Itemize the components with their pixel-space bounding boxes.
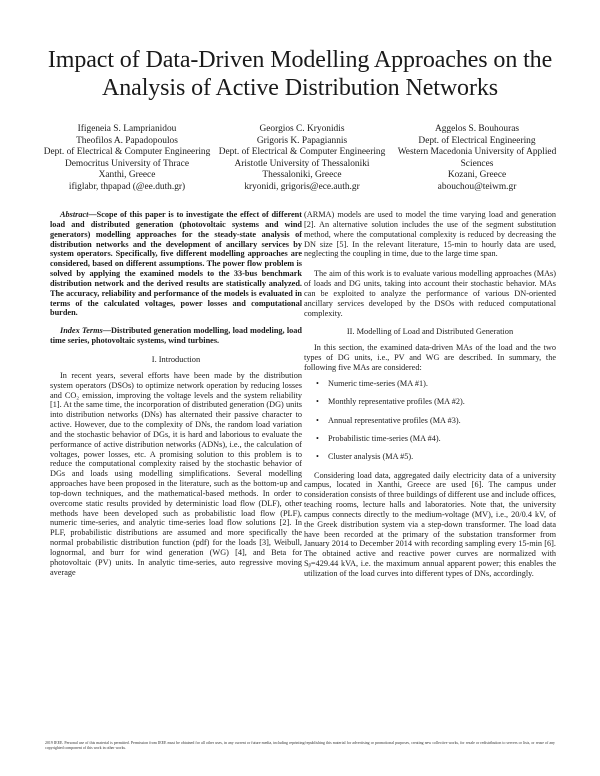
author-affiliation: Dept. of Electrical & Computer Engineering Aristotle University of Thessaloniki Thessaloniki, Greece (218, 147, 386, 180)
author-email: kryonidi, grigoris@ece.auth.gr (244, 181, 360, 192)
author-names: Ifigeneia S. Lamprianidou Theofilos A. Papadopoulos (76, 124, 178, 146)
intro-paragraph-2: The aim of this work is to evaluate various modelling approaches (MAs) of loads and DG units, taking into account their stochastic behavior. MAs can be exploited to analyze the performance of various DN-oriented ancillary services developed by the DSOs with reduced computational complexity. (304, 269, 556, 318)
intro-paragraph-1-continued: (ARMA) models are used to model the time varying load and generation [2]. An alternative solution includes the use of the segment substitution method, where the computational complexity is reduced by decreasing the DN size [5]. In the relevant literature, 15-min to hourly data are used, neglecting the coupling in time, due to the large time span. (304, 210, 556, 259)
index-terms-text: —Distributed generation modelling, load modeling, load time series, photovoltaic systems, wind turbines. (50, 326, 302, 346)
author-affiliation: Dept. of Electrical Engineering Western Macedonia University of Applied Sciences Kozani, Greece (397, 135, 557, 180)
right-column (304, 210, 556, 579)
author-2 (217, 124, 387, 193)
author-email: ifiglabr, thpapad (@ee.duth.gr) (68, 181, 186, 192)
list-item: • Probabilistic time-series (MA #4). (318, 434, 556, 444)
author-email: abouchou@teiwm.gr (437, 181, 517, 192)
list-item: • Cluster analysis (MA #5). (318, 452, 556, 462)
abstract-label: Abstract (60, 210, 89, 219)
left-column (50, 210, 302, 578)
author-block (42, 124, 562, 193)
intro-paragraph-1: In recent years, several efforts have been made by the distribution system operators (DSOs) to optimize network operation by reducing losses and CO₂ emission, improving the voltage levels and the system reliability [1]. At the same time, the incorporation of distributed generation (DG) units into distribution networks (DNs) has alternated their passive character to active. However, due to the complexity of DNs, the random load variation and the stochastic behavior of DGs, it is hard and laborious to evaluate the performance of active distribution networks (ADNs), i.e., the calculation of voltages, power losses, etc. A promising solution to this problem is to reduce the computational complexity raised by the stochastic behavior of DGs and loads using modelling simplifications. Several modelling approaches have been proposed in the literature, such as the bottom-up and top-down techniques, and the mathematical-based methods. In order to overcome static results provided by deterministic load flow (DLF), other methods have been developed such as probabilistic load flow (PLF), numeric time-series, and analytic time-series load flow solutions [2]. In PLF, probabilistic distributions are assumed and more specifically the normal probabilistic distribution function (pdf) for the loads [3], Weibull, lognormal, and burr for wind generation (WG) [4], and Beta for photovoltaic (PV) units. In analytic time-series, auto regressive moving average (50, 370, 302, 577)
section-heading-modelling: II. Modelling of Load and Distributed Generation (346, 327, 514, 337)
abstract (50, 210, 302, 318)
section-heading-introduction: I. Introduction (151, 354, 201, 364)
author-3 (392, 124, 562, 193)
list-item: • Monthly representative profiles (MA #2). (318, 397, 556, 407)
copyright-footer: 2019 IEEE. Personal use of this material is permitted. Permission from IEEE must be obtained for all other uses, in any current or future media, including reprinting/republishing this material for advertising or promotional purposes, creating new collective works, for resale or redistribution to servers or lists, or reuse of any copyrighted component of this work in other works. (45, 741, 555, 751)
section2-paragraph-1: In this section, the examined data-driven MAs of the load and the two types of DG units, i.e., PV and WG are described. In summary, the following five MAs are considered: (304, 343, 556, 372)
section2-paragraph-2: Considering load data, aggregated daily electricity data of a university campus, located in Xanthi, Greece are used [6]. The campus under consideration consists of three buildings of different use and include offices, teaching rooms, lecture halls and laboratories. Note that, the university campus connects directly to the medium-voltage (MV), i.e., 20/0.4 kV, of the Greek distribution system via a step-down transformer. The load data have been recorded at the primary of the substation transformer from January 2014 to December 2014 with recording sampling every 15-min [6]. The obtained active and reactive power curves are normalized with Sᵦ=429.44 kVA, i.e. the maximum annual apparent power; this enables the utilization of the load curves into different types of DNs, accordingly. (304, 470, 556, 578)
author-1 (42, 124, 212, 193)
author-affiliation: Dept. of Electrical & Computer Engineering Democritus University of Thrace Xanthi, Greece (43, 147, 211, 180)
paper-title: Impact of Data-Driven Modelling Approaches on the Analysis of Active Distribution Networks (47, 47, 553, 101)
author-names: Aggelos S. Bouhouras (434, 124, 520, 134)
list-item: • Annual representative profiles (MA #3). (318, 416, 556, 426)
abstract-text: —Scope of this paper is to investigate the effect of different load and distributed generation (photovoltaic systems and wind generators) modelling approaches for the steady-state analysis of distribution networks and the development of ancillary services by system operators. Specifically, five different modelling approaches are considered, based on different assumptions. The power flow problem is solved by applying the examined models to the 33-bus benchmark distribution network and the derived results are statistically analyzed. The accuracy, reliability and performance of the models is evaluated in terms of the calculated voltages, power losses and computational burden. (50, 210, 302, 318)
author-names: Georgios C. Kryonidis Grigoris K. Papagiannis (256, 124, 348, 146)
index-terms (50, 326, 302, 346)
list-item: • Numeric time-series (MA #1). (318, 379, 556, 389)
index-terms-label: Index Terms (60, 326, 103, 336)
ma-list (304, 379, 556, 462)
